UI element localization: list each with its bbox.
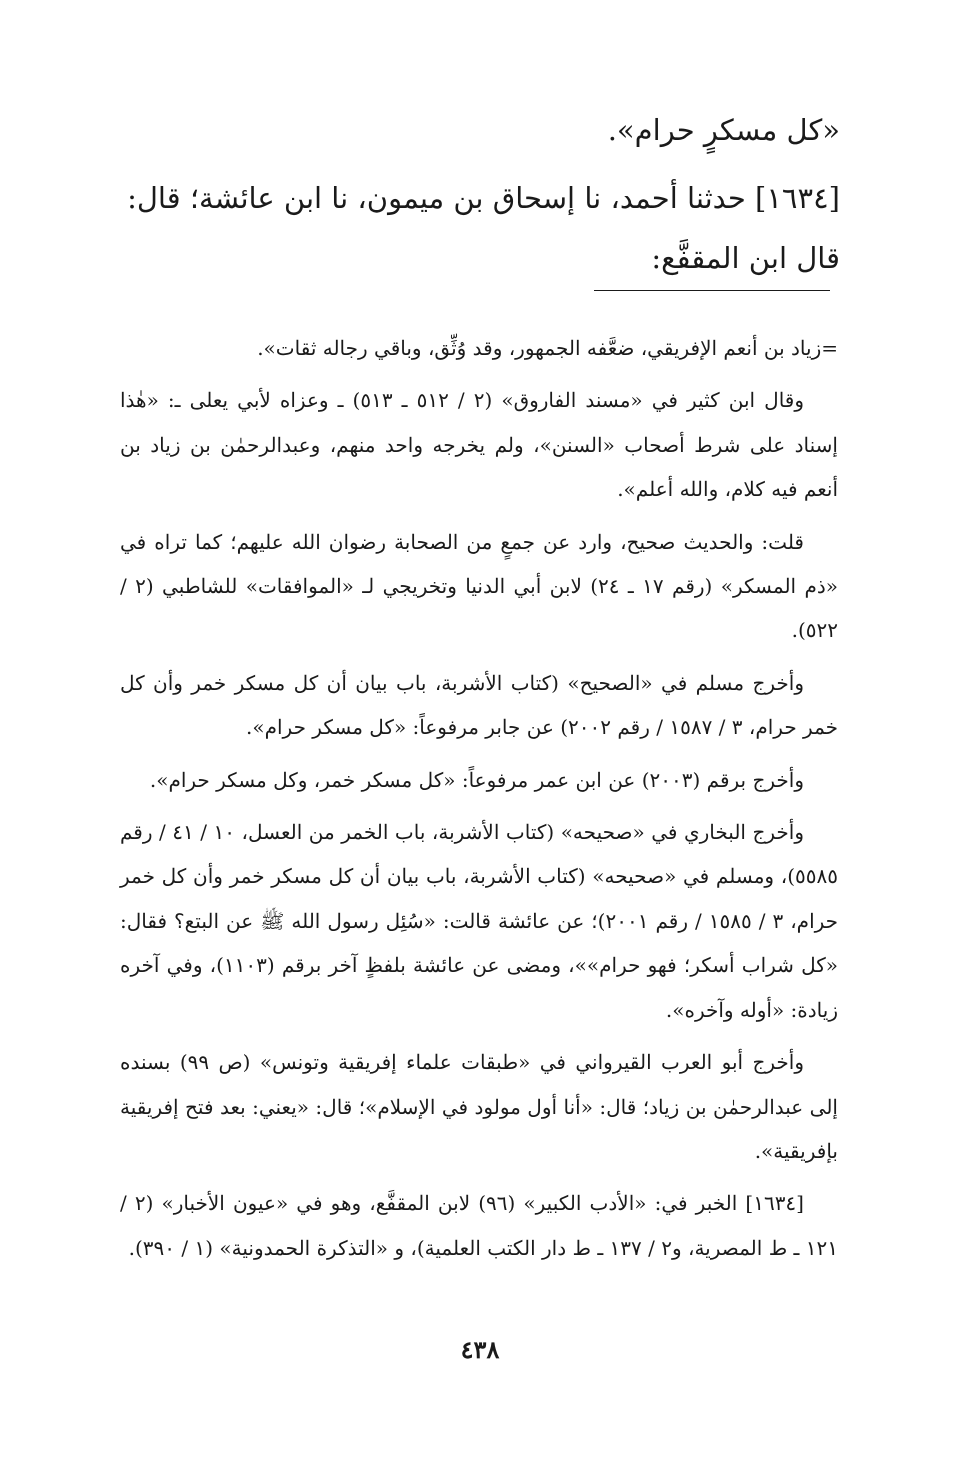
footnote-paragraph: وأخرج مسلم في «الصحيح» (كتاب الأشربة، باب بيان أن كل مسكر خمر وأن كل خمر حرام، ٣ / ١٥٨٧ / رقم ٢٠٠٢) عن جابر مرفوعاً: «كل مسكر حرام». — [120, 670, 838, 740]
page-number: ٤٣٨ — [460, 1335, 500, 1364]
footnotes-section — [120, 326, 838, 1278]
footnote-paragraph: وأخرج برقم (٢٠٠٣) عن ابن عمر مرفوعاً: «كل مسكر خمر، وكل مسكر حرام». — [149, 767, 804, 792]
footnote-paragraph: =زياد بن أنعم الإفريقي، ضعَّفه الجمهور، وقد وُثِّق، وباقي رجاله ثقات». — [257, 336, 838, 360]
footnote-paragraph: وقال ابن كثير في «مسند الفاروق» (٢ / ٥١٢ ـ ٥١٣) ـ وعزاه لأبي يعلى ـ: «هٰذا إسناد على شرط أصحاب «السنن»، ولم يخرجه واحد منهم، وعبدالرحمٰن بن زياد بن أنعم فيه كلام، والله أعلم». — [120, 388, 838, 502]
footnote-paragraph: قلت: والحديث صحيح، وارد عن جمعٍ من الصحابة رضوان الله عليهم؛ كما تراه في «ذم المسكر» (رقم ١٧ ـ ٢٤) لابن أبي الدنيا وتخريجي لـ «الموافقات» للشاطبي (٢ / ٥٢٢). — [120, 529, 838, 643]
hadith-text-line: قال ابن المقفَّع: — [651, 241, 840, 275]
footnote-paragraph: وأخرج البخاري في «صحيحه» (كتاب الأشربة، باب الخمر من العسل، ١٠ / ٤١ / رقم ٥٥٨٥)، ومسلم في «صحيحه» (كتاب الأشربة، باب بيان أن كل مسكر خمر وأن كل خمر حرام، ٣ / ١٥٨٥ / رقم ٢٠٠١)؛ عن عائشة قالت: «سُئِل رسول الله ﷺ عن البتع؟ فقال: «كل شراب أسكر؛ فهو حرام»»، ومضى عن عائشة بلفظٍ آخر برقم (١١٠٣)، وفي آخره زيادة: «أوله وآخره». — [120, 820, 839, 1022]
footnote-paragraph: وأخرج أبو العرب القيرواني في «طبقات علماء إفريقية وتونس» (ص ٩٩) بسنده إلى عبدالرحمٰن بن زياد؛ قال: «أنا أول مولود في الإسلام»؛ قال: «يعني: بعد فتح إفريقية بإفريقية». — [120, 1050, 838, 1163]
footnote-divider — [594, 290, 830, 291]
hadith-isnad-line: [١٦٣٤] حدثنا أحمد، نا إسحاق بن ميمون، نا ابن عائشة؛ قال: — [127, 181, 840, 215]
footnote-paragraph: [١٦٣٤] الخبر في: «الأدب الكبير» (٩٦) لابن المقفَّع، وهو في «عيون الأخبار» (٢ / ١٢١ ـ ط المصرية، و٢ / ١٣٧ ـ ط دار الكتب العلمية)، و «التذكرة الحمدونية» (١ / ٣٩٠). — [120, 1191, 838, 1260]
hadith-text-line: «كل مسكرٍ حرام». — [607, 113, 840, 147]
